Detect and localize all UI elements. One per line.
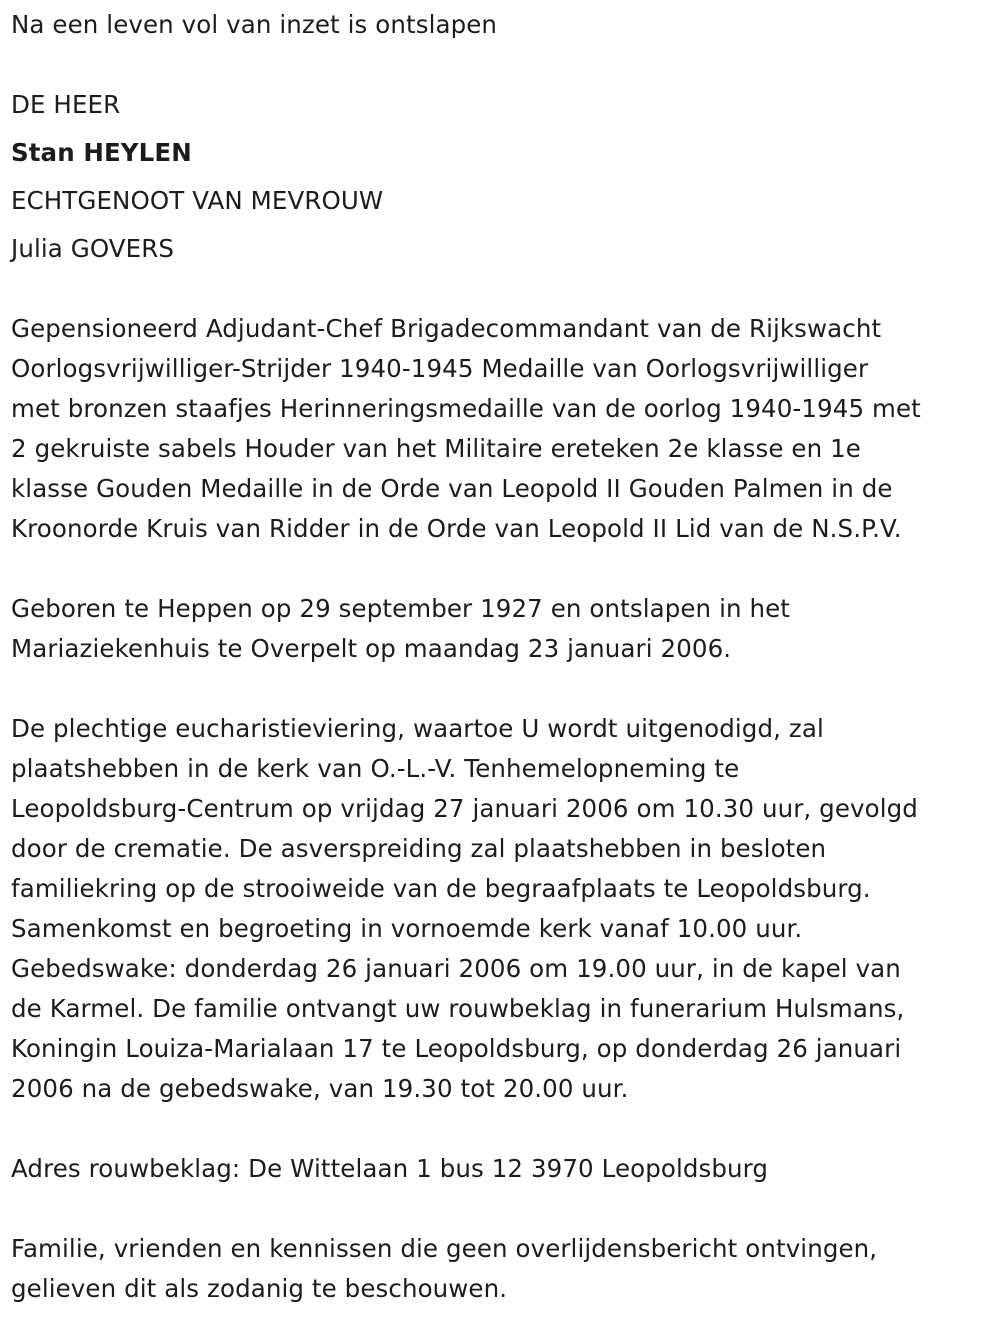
titles-line: Gepensioneerd Adjudant-Chef Brigadecommandant van de Rijkswacht	[11, 314, 882, 343]
ceremony-line: de Karmel. De familie ontvangt uw rouwbeklag in funerarium Hulsmans,	[11, 994, 905, 1023]
ceremony-line: 2006 na de gebedswake, van 19.30 tot 20.00 uur.	[11, 1074, 629, 1103]
intro-line: Na een leven vol van inzet is ontslapen	[11, 10, 498, 39]
spouse-name: Julia GOVERS	[11, 234, 175, 263]
closing-line: gelieven dit als zodanig te beschouwen.	[11, 1274, 508, 1303]
ceremony-line: De plechtige eucharistieviering, waartoe U wordt uitgenodigd, zal	[11, 714, 824, 743]
ceremony-line: Koningin Louiza-Marialaan 17 te Leopoldsburg, op donderdag 26 januari	[11, 1034, 902, 1063]
birth-death-line: Mariaziekenhuis te Overpelt op maandag 23 januari 2006.	[11, 634, 732, 663]
deceased-name: Stan HEYLEN	[11, 138, 192, 167]
ceremony-line: Samenkomst en begroeting in vornoemde kerk vanaf 10.00 uur.	[11, 914, 803, 943]
spouse-label: ECHTGENOOT VAN MEVROUW	[11, 186, 384, 215]
titles-line: Oorlogsvrijwilliger-Strijder 1940-1945 Medaille van Oorlogsvrijwilliger	[11, 354, 869, 383]
ceremony-line: Gebedswake: donderdag 26 januari 2006 om 19.00 uur, in de kapel van	[11, 954, 901, 983]
titles-line: klasse Gouden Medaille in de Orde van Leopold II Gouden Palmen in de	[11, 474, 893, 503]
ceremony-line: familiekring op de strooiweide van de begraafplaats te Leopoldsburg.	[11, 874, 871, 903]
ceremony-line: plaatshebben in de kerk van O.-L.-V. Tenhemelopneming te	[11, 754, 740, 783]
titles-line: 2 gekruiste sabels Houder van het Militaire ereteken 2e klasse en 1e	[11, 434, 861, 463]
closing-line: Familie, vrienden en kennissen die geen overlijdensbericht ontvingen,	[11, 1234, 878, 1263]
ceremony-line: Leopoldsburg-Centrum op vrijdag 27 januari 2006 om 10.30 uur, gevolgd	[11, 794, 918, 823]
ceremony-line: door de crematie. De asverspreiding zal plaatshebben in besloten	[11, 834, 827, 863]
titles-line: met bronzen staafjes Herinneringsmedaille van de oorlog 1940-1945 met	[11, 394, 921, 423]
salutation: DE HEER	[11, 90, 121, 119]
birth-death-line: Geboren te Heppen op 29 september 1927 en ontslapen in het	[11, 594, 790, 623]
condolence-address: Adres rouwbeklag: De Wittelaan 1 bus 12 3970 Leopoldsburg	[11, 1154, 769, 1183]
titles-line: Kroonorde Kruis van Ridder in de Orde van Leopold II Lid van de N.S.P.V.	[11, 514, 902, 543]
